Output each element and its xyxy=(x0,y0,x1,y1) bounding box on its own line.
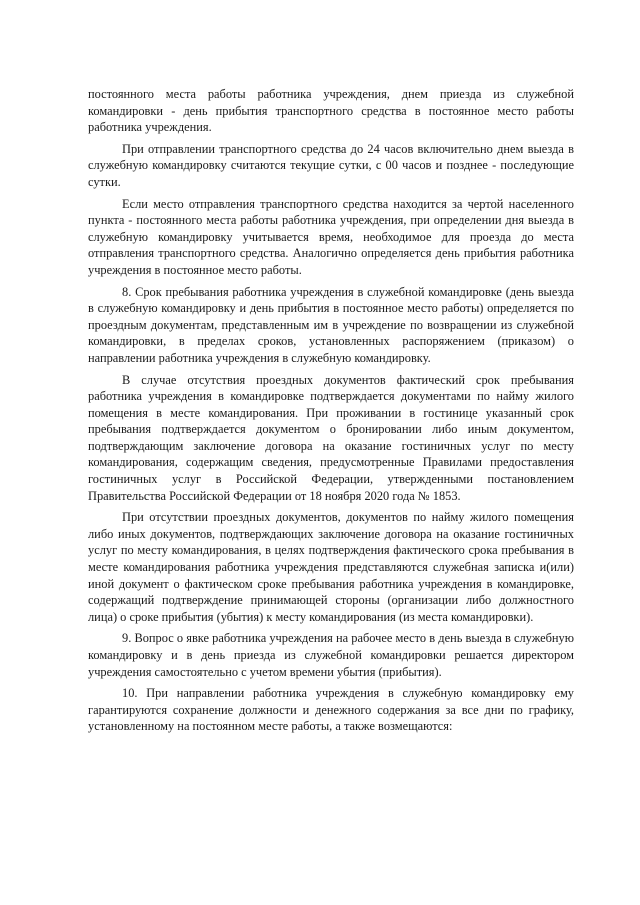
paragraph-continuation: постоянного места работы работника учреждения, днем приезда из служебной командировки - день прибытия транспортного средства в постоянное место работы работника учреждения. xyxy=(88,87,574,135)
paragraph-outside-city: Если место отправления транспортного средства находится за чертой населенного пункта - постоянного места работы работника учреждения, при определении дня выезда в служебную командировку учитывается время, необходимое для проезда до места отправления транспортного средства. Аналогично определяется день прибытия работника учреждения в постоянное место работы. xyxy=(88,196,574,277)
paragraph-clause-9: 9. Вопрос о явке работника учреждения на рабочее место в день выезда в служебную командировку и в день приезда из служебной командировки решается директором учреждения самостоятельно с учетом времени убытия (прибытия). xyxy=(88,631,574,679)
paragraph-no-travel-documents: В случае отсутствия проездных документов фактический срок пребывания работника учреждения в командировке подтверждается документами по найму жилого помещения в месте командирования. При проживании в гостинице указанный срок пребывания подтверждается документом о бронировании либо иным документом, подтверждающим заключение договора на оказание гостиничных услуг по месту командирования, содержащим сведения, предусмотренные Правилами предоставления гостиничных услуг в Российской Федерации, утвержденными постановлением Правительства Российской Федерации от 18 ноября 2020 года № 1853. xyxy=(88,372,574,503)
paragraph-departure-time: При отправлении транспортного средства до 24 часов включительно днем выезда в служебную командировку считаются текущие сутки, с 00 часов и позднее - последующие сутки. xyxy=(88,141,574,189)
paragraph-clause-8: 8. Срок пребывания работника учреждения в служебной командировке (день выезда в служебную командировку и день прибытия в постоянное место работы) определяется по проездным документам, представленным им в учреждение по возвращении из служебной командировки, в пределах сроков, установленных распоряжением (приказом) о направлении работника учреждения в служебную командировку. xyxy=(88,284,574,365)
paragraph-clause-10: 10. При направлении работника учреждения в служебную командировку ему гарантируются сохранение должности и денежного содержания за все дни по графику, установленному на постоянном месте работы, а также возмещаются: xyxy=(88,686,574,734)
paragraph-no-documents-memo: При отсутствии проездных документов, документов по найму жилого помещения либо иных документов, подтверждающих заключение договора на оказание гостиничных услуг по месту командирования, в целях подтверждения фактического срока пребывания в месте командирования работника учреждения представляются служебная записка и(или) иной документ о фактическом сроке пребывания работника учреждения в командировке, содержащий подтверждение принимающей стороны (организации либо должностного лица) о сроке прибытия (убытия) к месту командирования (из места командировки). xyxy=(88,510,574,624)
